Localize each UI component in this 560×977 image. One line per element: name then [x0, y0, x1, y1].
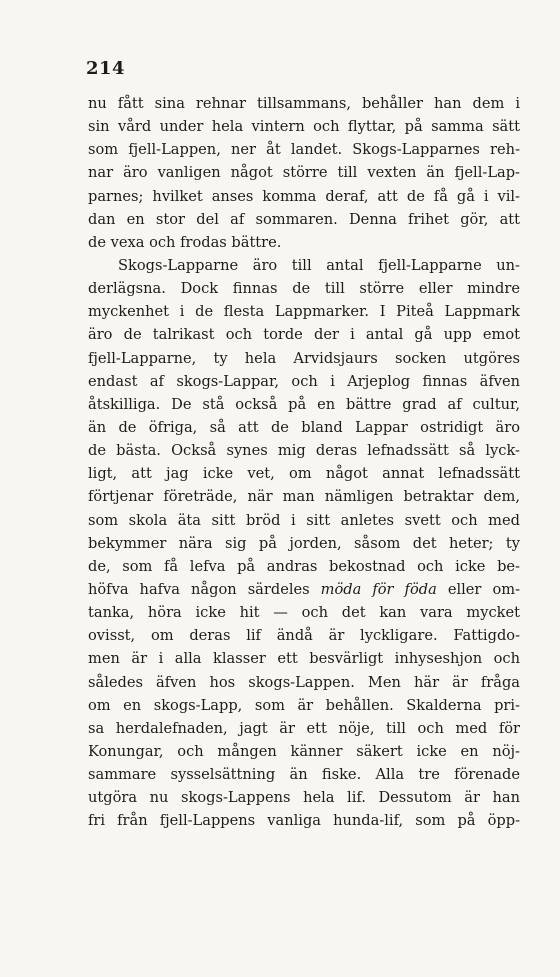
text-line: sa herdalefnaden, jagt är ett nöje, till och med för [88, 719, 520, 737]
text-line: som skola äta sitt bröd i sitt anletes svett och med [88, 511, 520, 529]
text-line: parnes; hvilket anses komma deraf, att de få gå i vil- [88, 187, 520, 205]
text-line: förtjenar företräde, när man nämligen betraktar dem, [88, 488, 520, 506]
italic-phrase: möda för föda [320, 580, 437, 598]
text-line: nar äro vanligen något större till vexten än fjell-Lap- [88, 164, 520, 182]
page-number: 214 [86, 58, 126, 79]
text-line: dan en stor del af sommaren. Denna frihet gör, att [88, 210, 520, 228]
text-line: derlägsna. Dock finnas de till större eller mindre [88, 280, 520, 298]
text-line: bekymmer nära sig på jorden, såsom det heter; ty [88, 534, 520, 552]
text-line: de bästa. Också synes mig deras lefnadssätt så lyck- [88, 442, 520, 460]
text-segment: höfva hafva någon särdeles [88, 580, 321, 598]
text-line: ovisst, om deras lif ändå är lyckligare. Fattigdo- [88, 627, 520, 645]
text-line: sin vård under hela vintern och flyttar, på samma sätt [88, 118, 520, 136]
text-line: äro de talrikast och torde der i antal gå upp emot [88, 326, 520, 344]
text-line: som fjell-Lappen, ner åt landet. Skogs-Lapparnes reh- [88, 141, 520, 159]
text-line: tanka, höra icke hit — och det kan vara mycket [88, 604, 520, 622]
text-line: än de öfriga, så att de bland Lappar ostridigt äro [88, 418, 520, 436]
text-line: Konungar, och mången känner säkert icke en nöj- [88, 742, 520, 760]
text-line: således äfven hos skogs-Lappen. Men här är fråga [88, 673, 520, 691]
text-segment: eller om- [436, 580, 520, 598]
text-line: fri från fjell-Lappens vanliga hunda-lif, som på öpp- [88, 812, 520, 830]
text-line: Skogs-Lapparne äro till antal fjell-Lapparne un- [118, 256, 520, 274]
text-line: men är i alla klasser ett besvärligt inhyseshjon och [88, 650, 520, 668]
text-line: om en skogs-Lapp, som är behållen. Skalderna pri- [88, 696, 520, 714]
text-line [88, 578, 520, 601]
text-line: utgöra nu skogs-Lappens hela lif. Dessutom är han [88, 789, 520, 807]
text-line: ligt, att jag icke vet, om något annat lefnadssätt [88, 465, 520, 483]
text-line: de, som få lefva på andras bekostnad och icke be- [88, 557, 520, 575]
text-line: nu fått sina rehnar tillsammans, behåller han dem i [88, 95, 520, 112]
text-line: sammare sysselsättning än fiske. Alla tre förenade [88, 766, 520, 784]
text-line: endast af skogs-Lappar, och i Arjeplog finnas äfven [88, 372, 520, 390]
text-line: myckenhet i de flesta Lappmarker. I Piteå Lappmark [88, 303, 520, 321]
body-text [88, 92, 520, 833]
text-line: de vexa och frodas bättre. [88, 233, 282, 251]
text-line: åtskilliga. De stå också på en bättre grad af cultur, [88, 395, 520, 413]
text-line: fjell-Lapparne, ty hela Arvidsjaurs socken utgöres [88, 349, 520, 367]
